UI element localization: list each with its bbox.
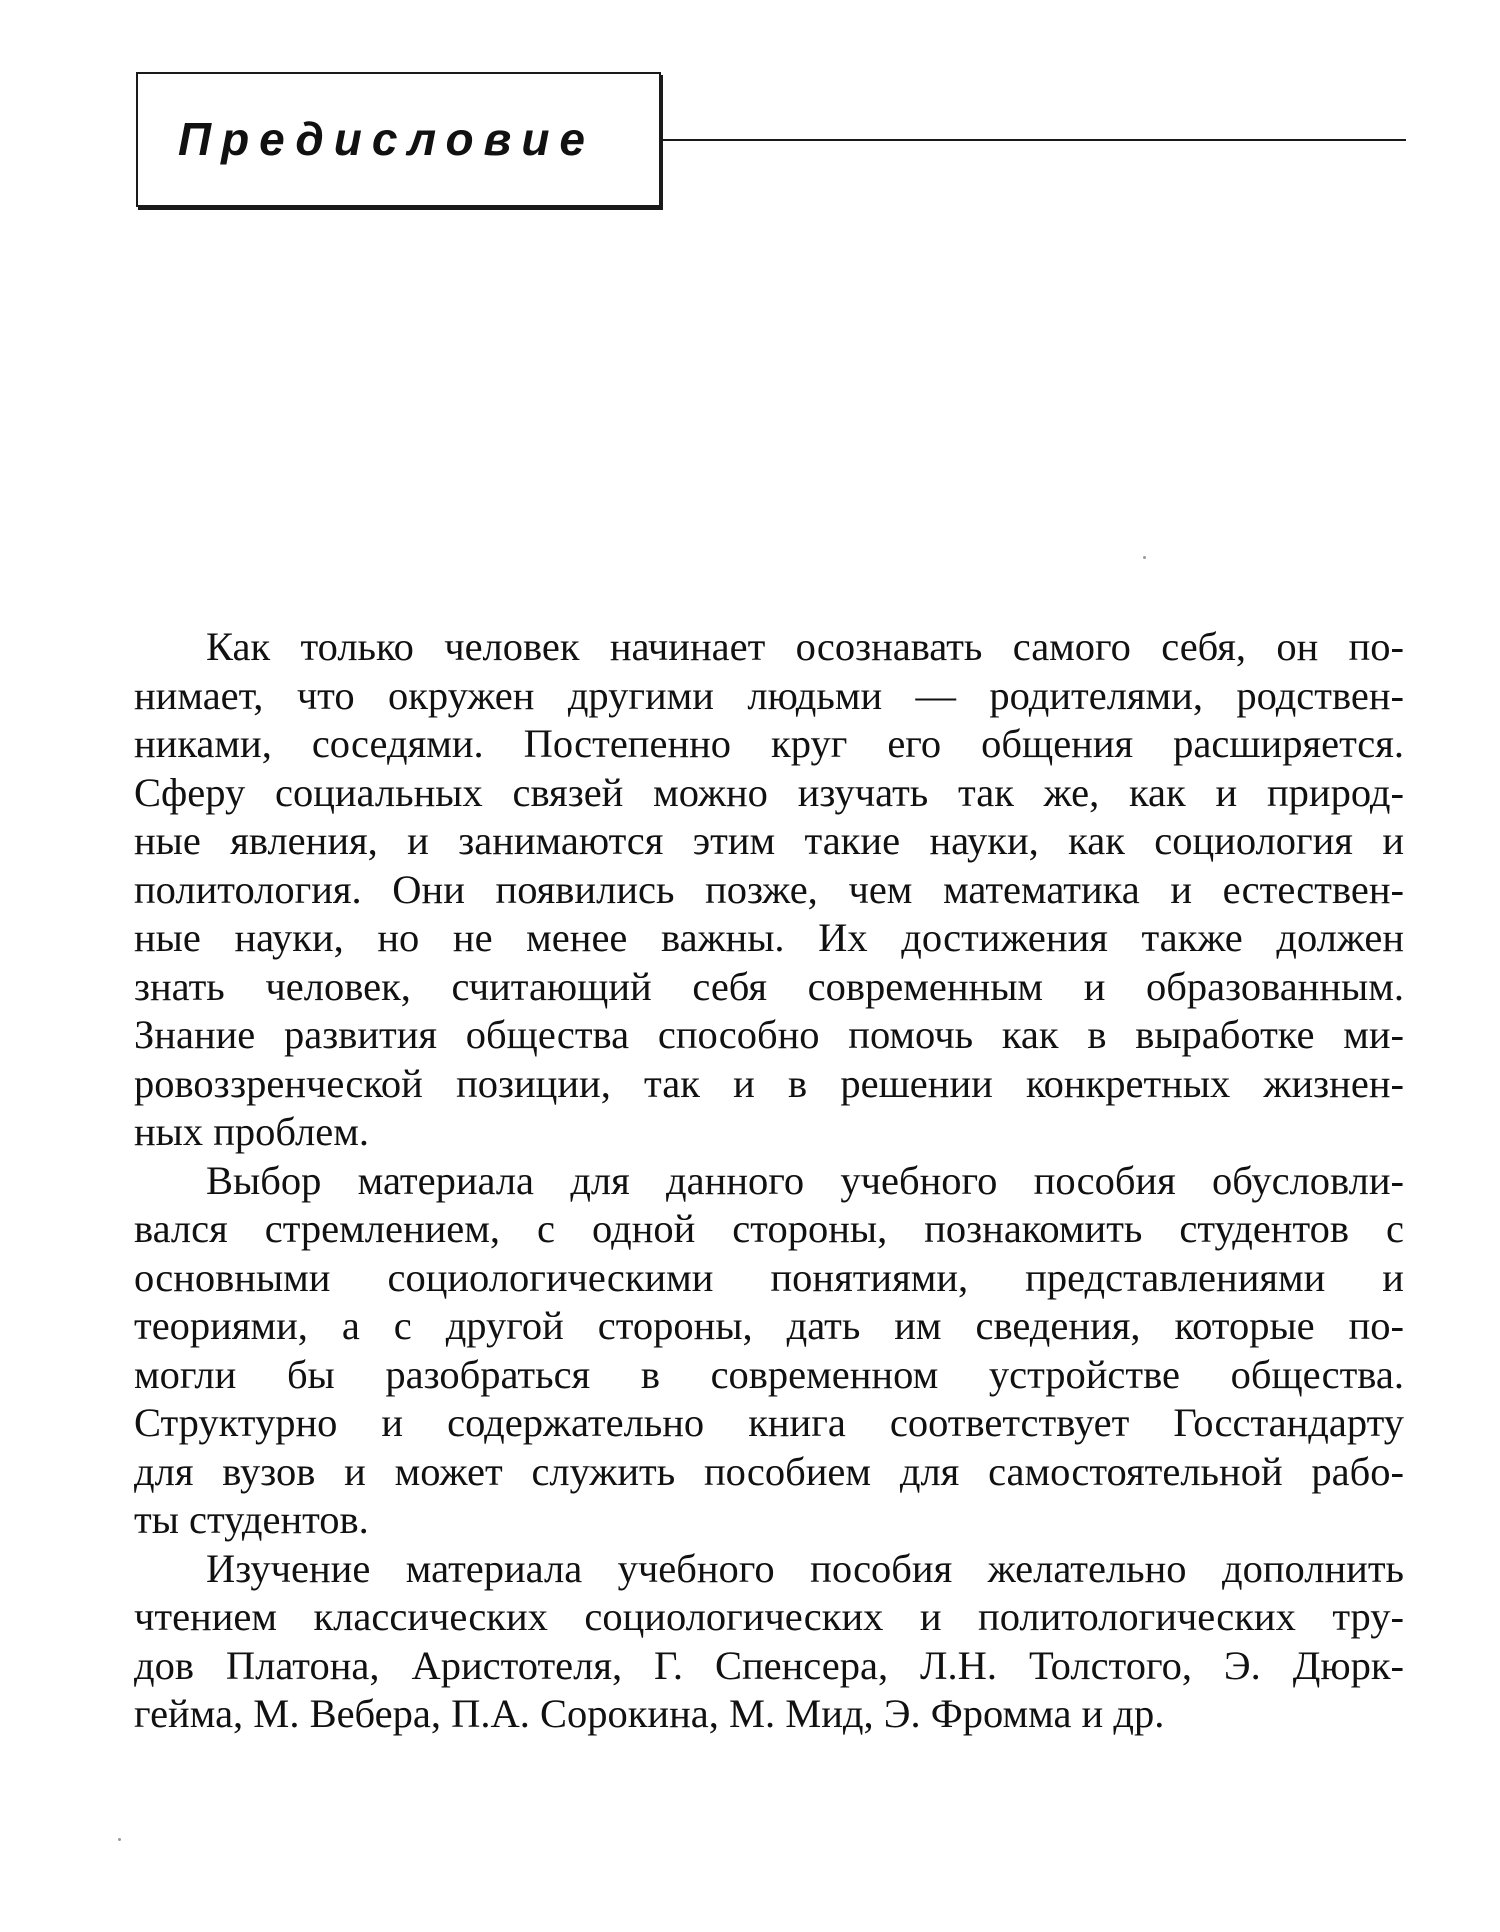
text-line: основными социологическими понятиями, представлениями и bbox=[134, 1254, 1404, 1300]
text-line: Выбор материала для данного учебного пособия обусловли- bbox=[206, 1157, 1404, 1203]
text-line: дов Платона, Аристотеля, Г. Спенсера, Л.Н. Толстого, Э. Дюрк- bbox=[134, 1642, 1404, 1688]
text-line: ные науки, но не менее важны. Их достижения также должен bbox=[134, 915, 1404, 960]
text-line: Изучение материала учебного пособия желательно дополнить bbox=[206, 1545, 1404, 1591]
paragraph-2 bbox=[134, 1157, 1404, 1545]
text-line: вался стремлением, с одной стороны, познакомить студентов с bbox=[134, 1206, 1404, 1251]
text-line: для вузов и может служить пособием для самостоятельной рабо- bbox=[134, 1448, 1404, 1494]
text-line: ты студентов. bbox=[134, 1497, 369, 1542]
text-line: ных проблем. bbox=[134, 1109, 369, 1154]
scan-speck bbox=[1143, 556, 1146, 559]
text-line: теориями, а с другой стороны, дать им сведения, которые по- bbox=[134, 1303, 1404, 1348]
text-line: никами, соседями. Постепенно круг его общения расширяется. bbox=[134, 721, 1404, 766]
text-line: политология. Они появились позже, чем математика и естествен- bbox=[134, 866, 1404, 912]
text-line: Знание развития общества способно помочь как в выработке ми- bbox=[134, 1012, 1404, 1057]
heading-rule bbox=[661, 139, 1406, 141]
text-line: гейма, М. Вебера, П.А. Сорокина, М. Мид, Э. Фромма и др. bbox=[134, 1691, 1165, 1736]
text-line: Как только человек начинает осознавать самого себя, он по- bbox=[206, 624, 1404, 669]
scan-speck bbox=[118, 1838, 121, 1841]
text-line: нимает, что окружен другими людьми — родителями, родствен- bbox=[134, 672, 1404, 718]
text-line: ровоззренческой позиции, так и в решении конкретных жизнен- bbox=[134, 1060, 1404, 1106]
preface-body bbox=[134, 623, 1404, 1739]
text-line: Структурно и содержательно книга соответствует Госстандарту bbox=[134, 1400, 1404, 1445]
paragraph-3 bbox=[134, 1545, 1404, 1739]
text-line: могли бы разобраться в современном устройстве общества. bbox=[134, 1351, 1404, 1397]
chapter-title: Предисловие bbox=[178, 113, 596, 165]
text-line: знать человек, считающий себя современным и образованным. bbox=[134, 963, 1404, 1009]
text-line: ные явления, и занимаются этим такие науки, как социология и bbox=[134, 818, 1404, 863]
chapter-heading-box bbox=[136, 72, 661, 207]
text-line: чтением классических социологических и политологических тру- bbox=[134, 1594, 1404, 1639]
text-line: Сферу социальных связей можно изучать так же, как и природ- bbox=[134, 769, 1404, 815]
paragraph-1 bbox=[134, 623, 1404, 1157]
